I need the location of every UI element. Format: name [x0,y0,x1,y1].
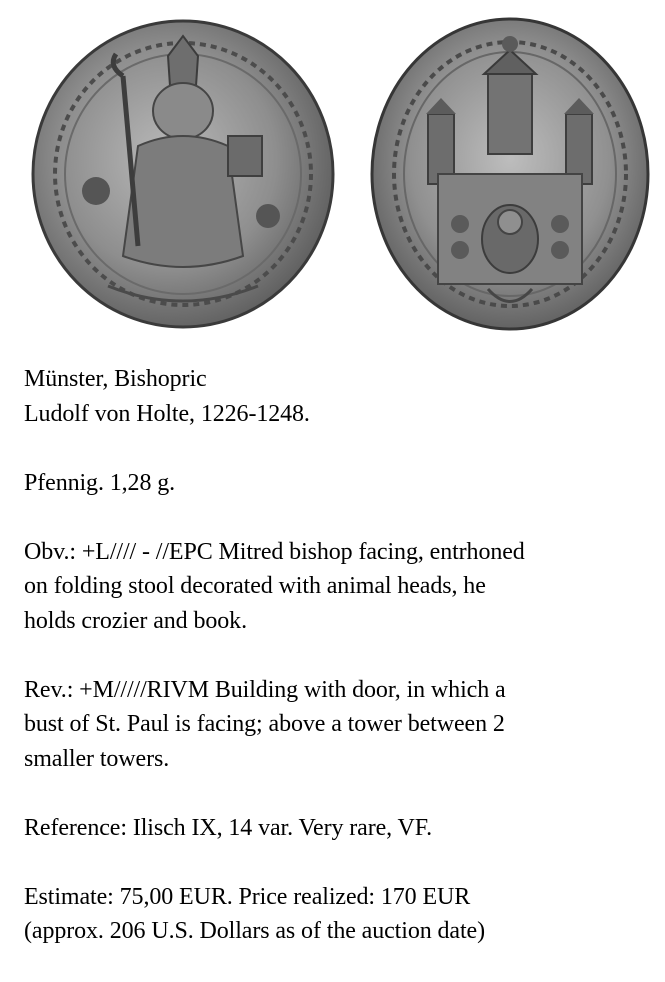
estimate-line: Estimate: 75,00 EUR. Price realized: 170 EUR [24,883,471,910]
mint-title: Münster, Bishopric [24,366,207,392]
estimate-line: (approx. 206 U.S. Dollars as of the auction date) [24,918,485,944]
denomination-line: Pfennig. 1,28 g. [24,469,176,496]
coin-images [20,10,650,330]
coin-obverse-image [28,16,338,331]
obverse-line: on folding stool decorated with animal heads, he [24,573,486,599]
obverse-line: holds crozier and book. [24,607,247,634]
lot-description [24,362,654,949]
reverse-line: smaller towers. [24,745,170,772]
coin-reverse-image [368,14,652,334]
reverse-line: bust of St. Paul is facing; above a tower between 2 [24,711,505,737]
ruler-line: Ludolf von Holte, 1226-1248. [24,400,310,427]
obverse-line: Obv.: +L//// - //EPC Mitred bishop facing, entrhoned [24,538,525,565]
reference-line: Reference: Ilisch IX, 14 var. Very rare, VF. [24,814,432,841]
reverse-line: Rev.: +M/////RIVM Building with door, in which a [24,676,506,703]
